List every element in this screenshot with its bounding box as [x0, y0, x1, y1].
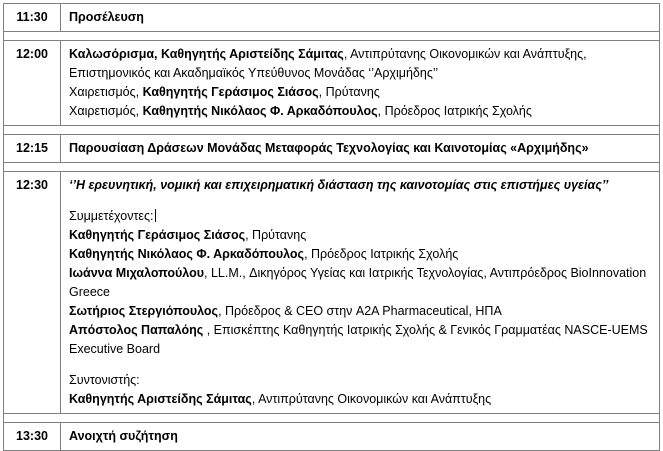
participant-role: , Πρόεδρος Ιατρικής Σχολής	[304, 247, 459, 261]
greeting-role: , Πρύτανης	[318, 85, 380, 99]
agenda-row-1215	[4, 135, 660, 163]
participant-item	[69, 226, 655, 245]
welcome-role: , Αντιπρύτανης Οικονομικών και Ανάπτυξης,	[343, 47, 587, 61]
moderator-line	[69, 390, 655, 409]
participant-role: , Πρόεδρος & CEO στην A2A Pharmaceutical, ΗΠΑ	[218, 304, 502, 318]
row-spacer	[4, 163, 660, 172]
time-cell: 12:00	[4, 41, 61, 126]
greeting-speaker: Καθηγητής Νικόλαος Φ. Αρκαδόπουλος	[142, 104, 378, 118]
agenda-row-1230	[4, 172, 660, 414]
participant-name: Ιωάννα Μιχαλοπούλου	[69, 266, 205, 280]
participants-label: Συμμετέχοντες:	[69, 209, 154, 223]
participant-name: Απόστολος Παπαλόης	[69, 323, 204, 337]
participant-name: Καθηγητής Νικόλαος Φ. Αρκαδόπουλος	[69, 247, 305, 261]
welcome-speaker: Καλωσόρισμα, Καθηγητής Αριστείδης Σάμιτας	[69, 47, 344, 61]
panel-title: ‘’Η ερευνητική, νομική και επιχειρηματική διάσταση της καινοτομίας στις επιστήμες υγείας’’	[69, 178, 609, 192]
greeting-role: , Πρόεδρος Ιατρικής Σχολής	[377, 104, 532, 118]
row-spacer	[4, 414, 660, 423]
moderator-name: Καθηγητής Αριστείδης Σάμιτας	[69, 392, 252, 406]
participant-name: Καθηγητής Γεράσιμος Σιάσος	[69, 228, 246, 242]
welcome-role-continued: Επιστημονικός και Ακαδημαϊκός Υπεύθυνος Μονάδας ‘’Αρχιμήδης’’	[69, 66, 439, 80]
moderator-label: Συντονιστής:	[69, 373, 140, 387]
participants-label-line	[69, 207, 655, 226]
greeting-line	[69, 83, 655, 102]
greeting-speaker: Καθηγητής Γεράσιμος Σιάσος	[142, 85, 319, 99]
time-cell: 12:15	[4, 135, 61, 163]
session-title: Προσέλευση	[61, 4, 660, 32]
agenda-row-1200	[4, 41, 660, 126]
session-title: Ανοιχτή συζήτηση	[61, 423, 660, 451]
participant-item	[69, 245, 655, 264]
time-cell: 11:30	[4, 4, 61, 32]
greeting-prefix: Χαιρετισμός,	[69, 104, 143, 118]
greeting-prefix: Χαιρετισμός,	[69, 85, 143, 99]
participant-name: Σωτήριος Στεργιόπουλος	[69, 304, 219, 318]
participant-item	[69, 302, 655, 321]
agenda-table	[3, 3, 660, 451]
row-spacer	[4, 32, 660, 41]
participant-item	[69, 264, 655, 302]
agenda-row-1130	[4, 4, 660, 32]
participant-item	[69, 321, 655, 359]
greeting-line	[69, 102, 655, 121]
welcome-line	[69, 45, 655, 64]
row-spacer	[4, 126, 660, 135]
moderator-role: , Αντιπρύτανης Οικονομικών και Ανάπτυξης	[251, 392, 492, 406]
participant-role: , Πρύτανης	[245, 228, 307, 242]
time-cell: 13:30	[4, 423, 61, 451]
session-title: Παρουσίαση Δράσεων Μονάδας Μεταφοράς Τεχνολογίας και Καινοτομίας «Αρχιμήδης»	[61, 135, 660, 163]
session-content	[61, 172, 660, 414]
agenda-row-1330	[4, 423, 660, 451]
time-cell: 12:30	[4, 172, 61, 414]
participant-role: , LL.M., Δικηγόρος Υγείας και Ιατρικής Τεχνολογίας, Αντιπρόεδρος BioInnovation Greece	[69, 266, 647, 299]
session-content	[61, 41, 660, 126]
text-cursor	[155, 209, 156, 222]
participant-role: , Επισκέπτης Καθηγητής Ιατρικής Σχολής & Γενικός Γραμματέας NASCE-UEMS Executive Board	[69, 323, 648, 356]
